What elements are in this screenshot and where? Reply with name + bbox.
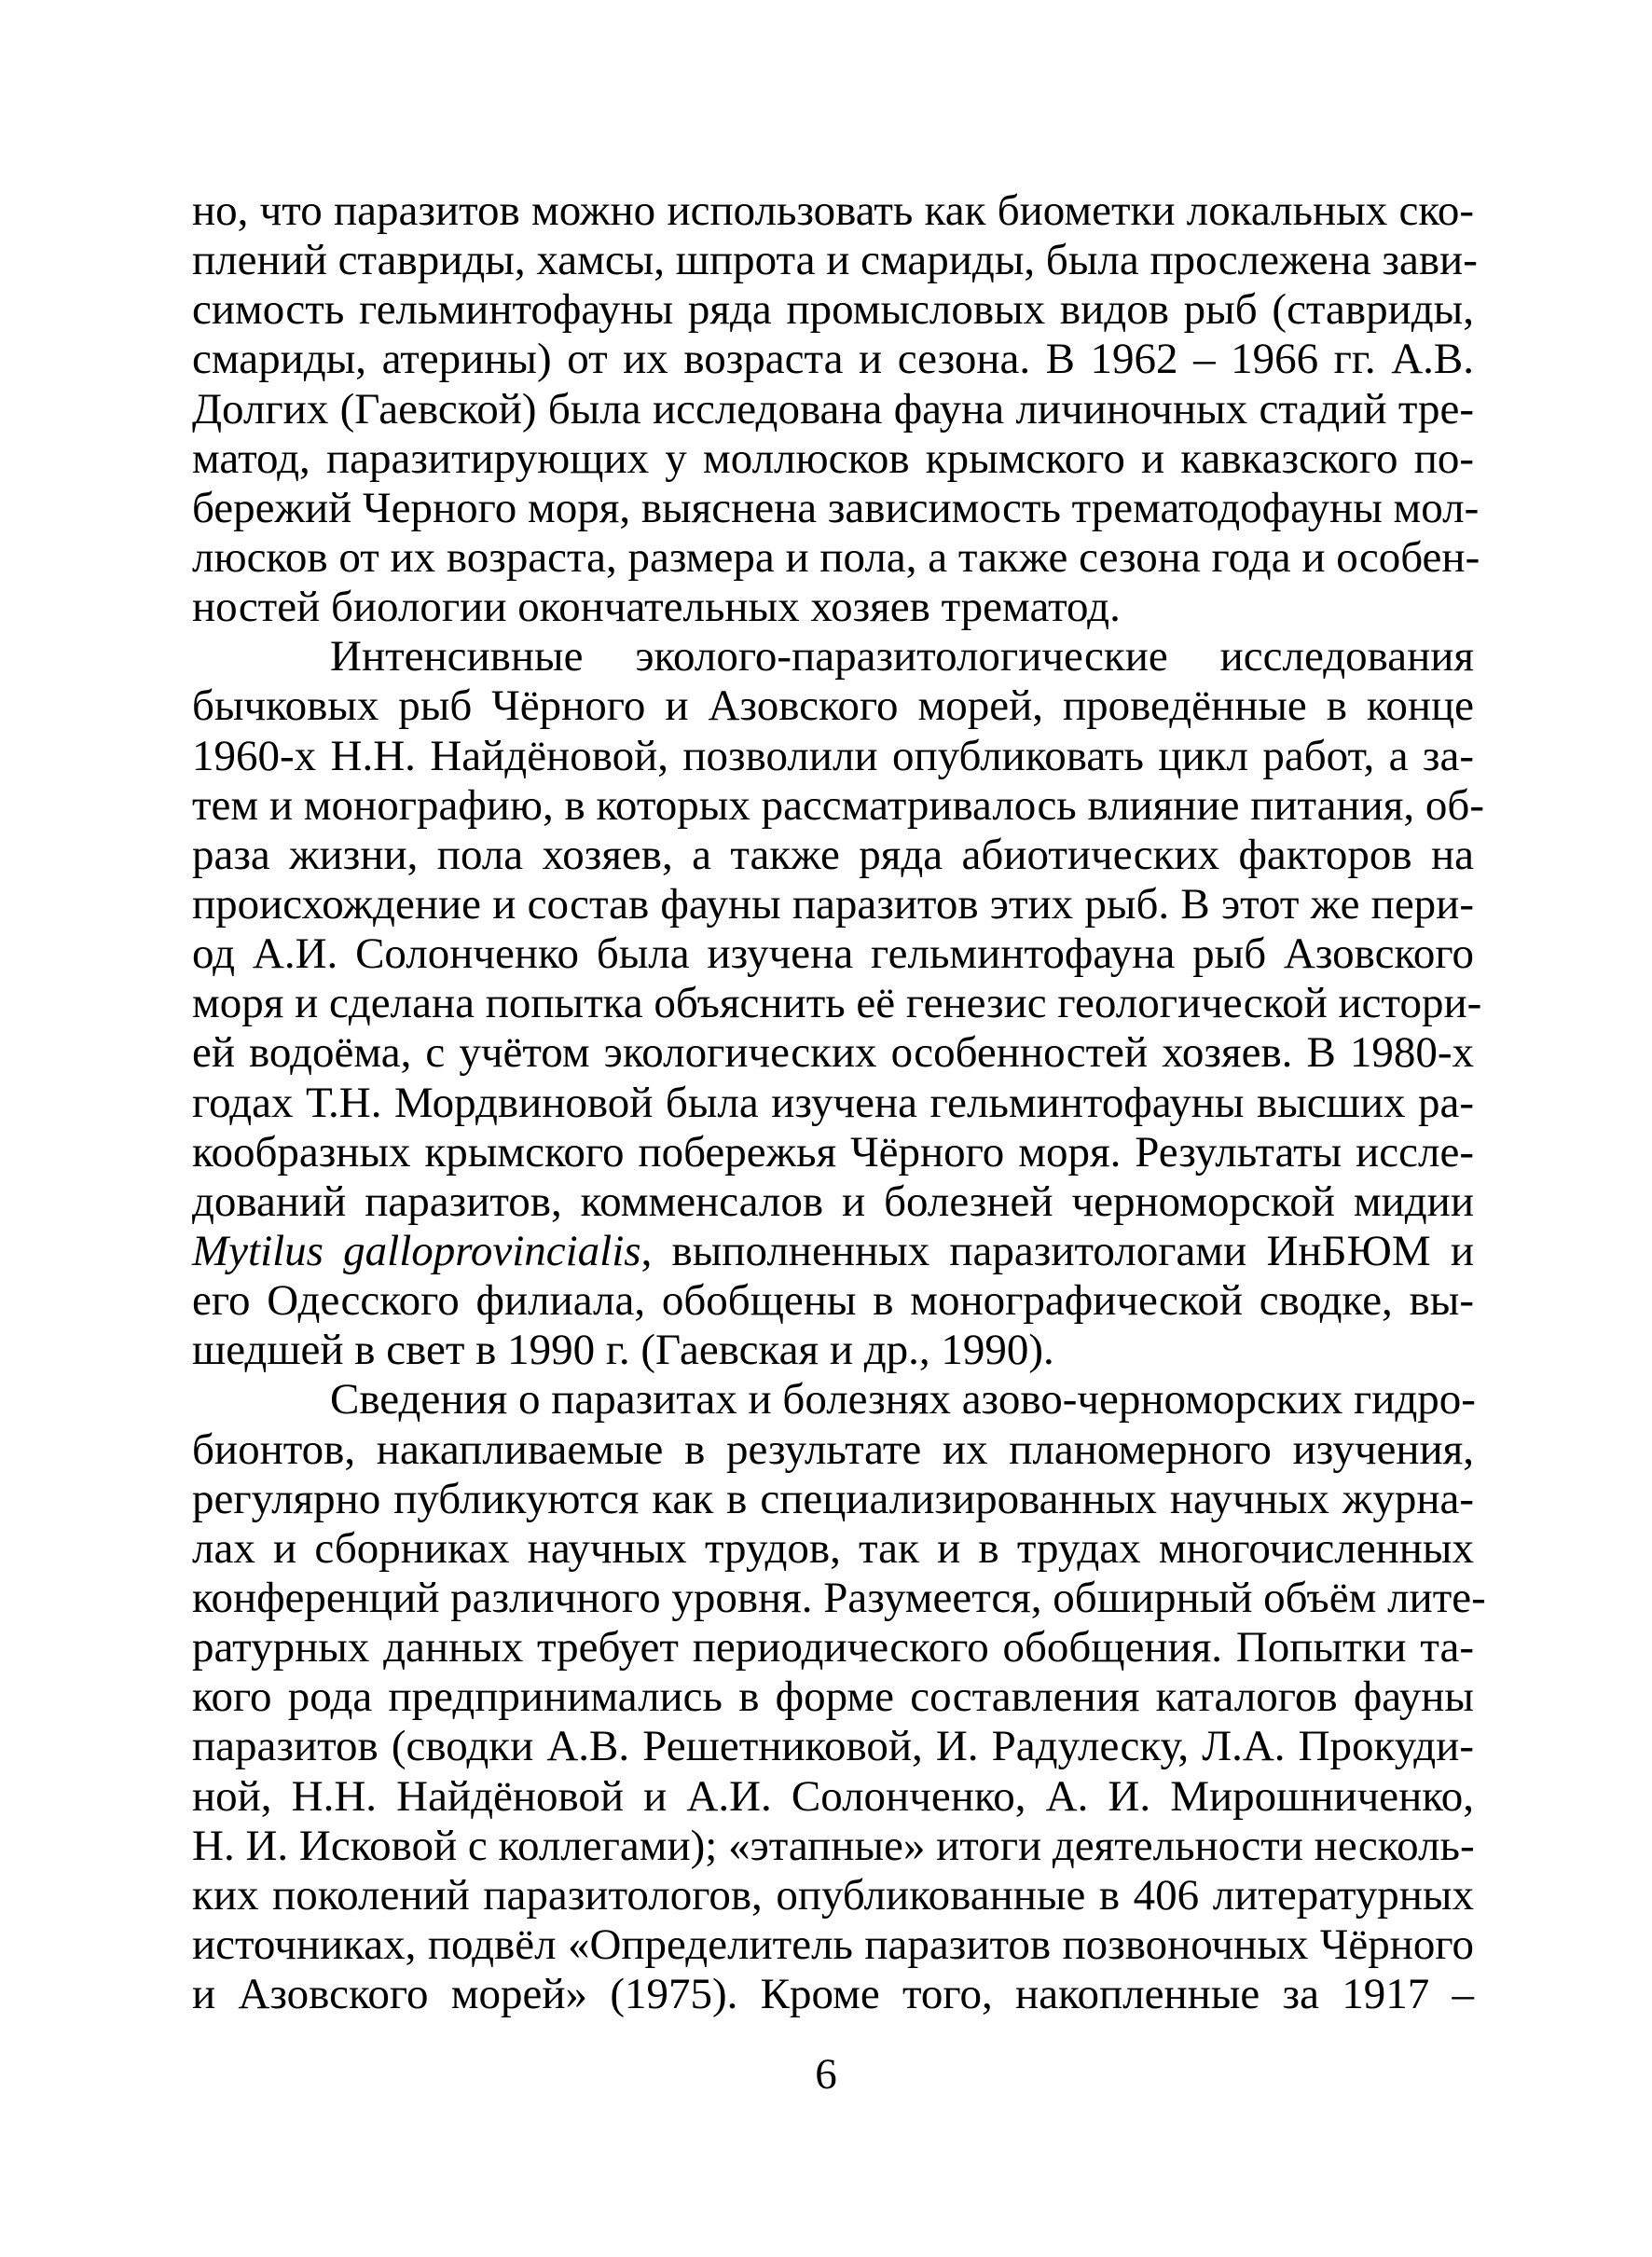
text-line: ких поколений паразитологов, опубликованные в 406 литературных <box>192 1870 1474 1920</box>
text-line: его Одесского филиала, обобщены в монографической сводке, вы- <box>192 1276 1474 1326</box>
text-line: од А.И. Солонченко была изучена гельминтофауна рыб Азовского <box>192 929 1474 979</box>
text-line: бережий Черного моря, выяснена зависимость трематодофауны мол- <box>192 483 1480 532</box>
paragraph-2 <box>192 632 1484 1375</box>
text-line: ной, Н.Н. Найдёновой и А.И. Солонченко, А. И. Мирошниченко, <box>192 1771 1474 1821</box>
species-line-rest: , выполненных паразитологами ИнБЮМ и <box>640 1226 1474 1275</box>
text-line: Интенсивные эколого-паразитологические исследования <box>330 632 1474 681</box>
text-line: дований паразитов, комменсалов и болезней черноморской мидии <box>192 1177 1474 1226</box>
text-line: кого рода предпринимались в форме составления каталогов фауны <box>192 1672 1474 1722</box>
text-line: плений ставриды, хамсы, шпрота и смариды, была прослежена зави- <box>192 236 1478 285</box>
text-line-species <box>192 1227 1474 1276</box>
text-line: паразитов (сводки А.В. Решетниковой, И. Радулеску, Л.А. Прокуди- <box>192 1722 1474 1771</box>
text-line: бионтов, накапливаемые в результате их планомерного изучения, <box>192 1424 1474 1474</box>
text-line: ей водоёма, с учётом экологических особенностей хозяев. В 1980-х <box>192 1028 1474 1078</box>
text-line: люсков от их возраста, размера и пола, а также сезона года и особен- <box>192 532 1480 582</box>
species-name: Mytilus galloprovincialis <box>192 1226 641 1275</box>
page-number: 6 <box>815 2050 837 2099</box>
text-line: происхождение и состав фауны паразитов этих рыб. В этот же пери- <box>192 879 1474 929</box>
text-line: кообразных крымского побережья Чёрного моря. Результаты иссле- <box>192 1127 1474 1177</box>
text-line: годах Т.Н. Мордвиновой была изучена гельминтофауны высших ра- <box>192 1078 1474 1127</box>
text-line: но, что паразитов можно использовать как биометки локальных ско- <box>192 186 1474 235</box>
text-line: конференций различного уровня. Разумеется, обширный объём лите- <box>192 1573 1486 1622</box>
text-line: Н. И. Исковой с коллегами); «этапные» итоги деятельности несколь- <box>192 1821 1475 1870</box>
text-line: шедшей в свет в 1990 г. (Гаевская и др., 1990). <box>192 1326 1054 1375</box>
text-line: и Азовского морей» (1975). Кроме того, накопленные за 1917 – <box>192 1970 1474 2019</box>
text-line: тем и монографию, в которых рассматривалось влияние питания, об- <box>192 780 1484 830</box>
text-line: ностей биологии окончательных хозяев трематод. <box>192 583 1121 632</box>
text-line: 1960-х Н.Н. Найдёновой, позволили опубликовать цикл работ, а за- <box>192 731 1474 780</box>
text-line: матод, паразитирующих у моллюсков крымского и кавказского по- <box>192 434 1474 483</box>
paragraph-3 <box>192 1375 1486 2019</box>
text-line: моря и сделана попытка объяснить её генезис геологической истори- <box>192 979 1482 1028</box>
text-line: регулярно публикуются как в специализированных научных журна- <box>192 1474 1474 1523</box>
text-line: раза жизни, пола хозяев, а также ряда абиотических факторов на <box>192 830 1474 879</box>
paragraph-1 <box>192 186 1480 632</box>
text-line: лах и сборниках научных трудов, так и в трудах многочисленных <box>192 1523 1474 1573</box>
text-line: Долгих (Гаевской) была исследована фауна личиночных стадий тре- <box>192 384 1474 434</box>
text-line: бычковых рыб Чёрного и Азовского морей, проведённые в конце <box>192 681 1474 731</box>
text-line: ратурных данных требует периодического обобщения. Попытки та- <box>192 1623 1474 1672</box>
text-line: источниках, подвёл «Определитель паразитов позвоночных Чёрного <box>192 1920 1474 1969</box>
page-text-block <box>192 186 1486 2019</box>
text-line: симость гельминтофауны ряда промысловых видов рыб (ставриды, <box>192 285 1474 335</box>
text-line: смариды, атерины) от их возраста и сезона. В 1962 – 1966 гг. А.В. <box>192 335 1474 384</box>
text-line: Сведения о паразитах и болезнях азово-черноморских гидро- <box>330 1375 1476 1424</box>
